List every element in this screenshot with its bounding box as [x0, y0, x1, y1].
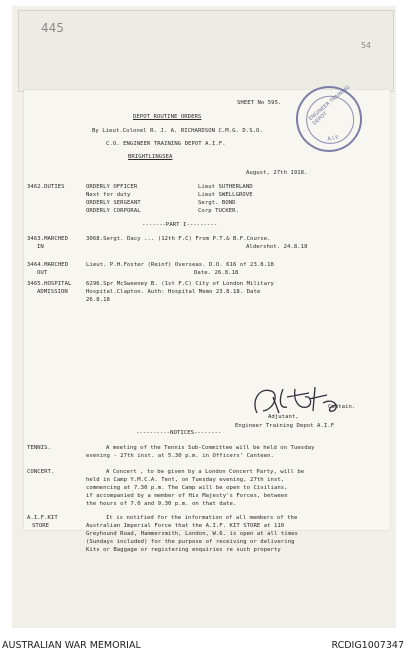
unit-name: Engineer Training Depot A.I.F — [235, 423, 335, 429]
duty-name: Lieut SWELLGROVE — [198, 192, 253, 198]
notice-line: commencing at 7.30 p.m. The Camp will be open to Civilians, — [86, 485, 288, 491]
notice-line: Greyhound Road, Hammersmith, London, W.6. is open at all times — [86, 531, 298, 537]
notice-line: if accompanied by a member of His Majesty's Forces, between — [86, 493, 288, 499]
order-line: 6296.Spr McSweeney B. (1st F.C) City of London Military — [86, 281, 274, 287]
co-line: C.O. ENGINEER TRAINING DEPOT A.I.F. — [106, 141, 226, 147]
order-number: 3465.HOSPITAL — [27, 281, 72, 287]
document-title: DEPOT ROUTINE ORDERS — [133, 114, 202, 120]
notice-line: A meeting of the Tennis Sub-Committee will be held on Tuesday — [106, 445, 315, 451]
duty-name: Lieut SUTHERLAND — [198, 184, 253, 190]
notice-line: evening - 27th inst. at 5.30 p.m. in Officers' Canteen. — [86, 453, 274, 459]
duty-role: Next for duty — [86, 192, 131, 198]
by-line: By Lieut.Colonel R. J. A. RICHARDSON C.M.G. D.S.O. — [92, 128, 263, 134]
page-number: 54 — [360, 41, 371, 50]
order-subheading: OUT — [37, 270, 48, 276]
document-date: August, 27th 1918. — [246, 170, 308, 176]
signature-rank: Captain. — [328, 404, 356, 410]
order-number: 3464.MARCHED — [27, 262, 69, 268]
notice-line: Kits or Baggage or registering enquiries re such property — [86, 547, 281, 553]
document-page — [24, 84, 390, 553]
order-line: 26.8.18 — [86, 297, 110, 303]
notice-line: (Sundays included) for the purpose of receiving or delivering — [86, 539, 295, 545]
order-number: 3463.MARCHED — [27, 236, 69, 242]
duty-name: Sergt. BOND — [198, 200, 236, 206]
order-subheading: IN — [37, 244, 44, 250]
order-line: Lieut. P.H.Foster (Reinf) Overseas. D.O. 616 of 23.8.18 — [86, 262, 274, 268]
place: BRIGHTLINGSEA — [128, 154, 173, 160]
duty-name: Corp TUCKER. — [198, 208, 240, 214]
notice-label: A.I.F.KIT — [27, 515, 58, 521]
back-sheet — [18, 10, 394, 92]
stamp-top-text: ENGINEER TRAINING DEPOT — [307, 84, 352, 127]
notice-label: TENNIS. — [27, 445, 51, 451]
order-subheading: ADMISSION — [37, 289, 68, 295]
notice-line: the hours of 7.0 and 9.30 p.m. on that date. — [86, 501, 237, 507]
signature-scrawl — [249, 383, 359, 423]
footer-record-id: RCDIG1007347 — [331, 640, 404, 651]
duty-role: ORDERLY CORPORAL — [86, 208, 141, 214]
notice-line: It is notified for the information of all members of the — [106, 515, 298, 521]
notice-label: CONCERT. — [27, 469, 55, 475]
order-line: Aldershot. 24.8.18 — [246, 244, 308, 250]
notice-line: held in Camp Y.M.C.A. Tent, on Tuesday evening, 27th inst, — [86, 477, 285, 483]
duty-role: ORDERLY OFFICER — [86, 184, 138, 190]
duties-number: 3462.DUTIES — [27, 184, 65, 190]
notice-line: A Concert , to be given by a London Concert Party, will be — [106, 469, 305, 475]
duty-role: ORDERLY SERGEANT — [86, 200, 141, 206]
stamp-bottom-text: A.I.F. — [327, 134, 340, 143]
sheet-number: SHEET No 595. — [237, 100, 282, 106]
adjutant-title: Adjutant, — [268, 414, 299, 420]
notice-label: STORE — [32, 523, 50, 529]
order-line: Date. 26.8.18 — [194, 270, 239, 276]
notice-line: Australian Imperial Force that the A.I.F. KIT STORE at 110 — [86, 523, 285, 529]
notices-header: ----------NOTICES-------- — [136, 430, 222, 436]
order-line: Hospital.Clapton. Auth: Hospital Memo 23.8.18. Date — [86, 289, 261, 295]
order-line: 3068.Sergt. Dacy ... (12th F.C) From P.T.& B.F.Course. — [86, 236, 271, 242]
footer-archive-name: AUSTRALIAN WAR MEMORIAL — [2, 640, 141, 651]
unit-stamp — [291, 81, 367, 157]
part-one-header: -------PART I--------- — [142, 222, 218, 228]
folio-number: 445 — [41, 21, 64, 35]
